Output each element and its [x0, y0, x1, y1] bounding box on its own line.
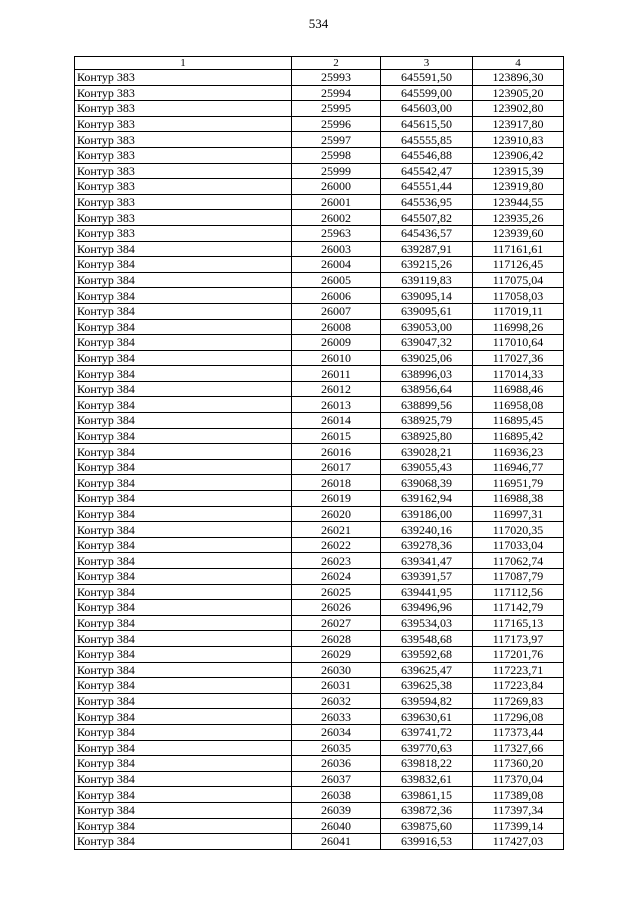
x-coordinate-cell: 639818,22: [381, 756, 473, 772]
x-coordinate-cell: 639053,00: [381, 319, 473, 335]
table-row: [75, 272, 564, 288]
table-row: [75, 163, 564, 179]
x-coordinate-cell: 638899,56: [381, 397, 473, 413]
point-number-cell: 26021: [292, 522, 381, 538]
contour-name-cell: Контур 384: [75, 662, 292, 678]
x-coordinate-cell: 639068,39: [381, 475, 473, 491]
page-number: 534: [308, 16, 329, 31]
y-coordinate-cell: 117389,08: [473, 787, 564, 803]
contour-name-cell: Контур 384: [75, 600, 292, 616]
column-header: 2: [292, 57, 381, 70]
contour-name-cell: Контур 384: [75, 241, 292, 257]
y-coordinate-cell: 117020,35: [473, 522, 564, 538]
y-coordinate-cell: 117112,56: [473, 584, 564, 600]
point-number-cell: 26038: [292, 787, 381, 803]
contour-name-cell: Контур 384: [75, 615, 292, 631]
point-number-cell: 26018: [292, 475, 381, 491]
contour-name-cell: Контур 384: [75, 537, 292, 553]
x-coordinate-cell: 639534,03: [381, 615, 473, 631]
x-coordinate-cell: 645603,00: [381, 101, 473, 117]
y-coordinate-cell: 117360,20: [473, 756, 564, 772]
y-coordinate-cell: 116997,31: [473, 506, 564, 522]
point-number-cell: 26009: [292, 335, 381, 351]
x-coordinate-cell: 639055,43: [381, 459, 473, 475]
x-coordinate-cell: 639872,36: [381, 802, 473, 818]
table-row: [75, 834, 564, 850]
table-row: [75, 366, 564, 382]
table-row: [75, 70, 564, 86]
contour-name-cell: Контур 384: [75, 802, 292, 818]
table-row: [75, 210, 564, 226]
y-coordinate-cell: 117062,74: [473, 553, 564, 569]
y-coordinate-cell: 123919,80: [473, 179, 564, 195]
table-row: [75, 491, 564, 507]
contour-name-cell: Контур 384: [75, 818, 292, 834]
y-coordinate-cell: 116936,23: [473, 444, 564, 460]
point-number-cell: 25994: [292, 85, 381, 101]
table-row: [75, 132, 564, 148]
contour-name-cell: Контур 384: [75, 631, 292, 647]
table-row: [75, 724, 564, 740]
x-coordinate-cell: 639916,53: [381, 834, 473, 850]
point-number-cell: 26026: [292, 600, 381, 616]
contour-name-cell: Контур 384: [75, 350, 292, 366]
contour-name-cell: Контур 384: [75, 366, 292, 382]
table-row: [75, 459, 564, 475]
x-coordinate-cell: 645615,50: [381, 116, 473, 132]
y-coordinate-cell: 123939,60: [473, 225, 564, 241]
point-number-cell: 26020: [292, 506, 381, 522]
x-coordinate-cell: 645599,00: [381, 85, 473, 101]
table-row: [75, 646, 564, 662]
point-number-cell: 26003: [292, 241, 381, 257]
table-row: [75, 569, 564, 585]
point-number-cell: 26037: [292, 771, 381, 787]
table-row: [75, 225, 564, 241]
x-coordinate-cell: 639592,68: [381, 646, 473, 662]
contour-name-cell: Контур 383: [75, 194, 292, 210]
y-coordinate-cell: 116998,26: [473, 319, 564, 335]
table-row: [75, 303, 564, 319]
contour-name-cell: Контур 384: [75, 444, 292, 460]
point-number-cell: 26017: [292, 459, 381, 475]
point-number-cell: 26005: [292, 272, 381, 288]
contour-name-cell: Контур 383: [75, 70, 292, 86]
point-number-cell: 26027: [292, 615, 381, 631]
y-coordinate-cell: 117027,36: [473, 350, 564, 366]
contour-name-cell: Контур 384: [75, 491, 292, 507]
x-coordinate-cell: 639028,21: [381, 444, 473, 460]
y-coordinate-cell: 117161,61: [473, 241, 564, 257]
contour-name-cell: Контур 384: [75, 428, 292, 444]
y-coordinate-cell: 117165,13: [473, 615, 564, 631]
table-row: [75, 600, 564, 616]
contour-name-cell: Контур 384: [75, 413, 292, 429]
x-coordinate-cell: 645507,82: [381, 210, 473, 226]
y-coordinate-cell: 117399,14: [473, 818, 564, 834]
table-row: [75, 397, 564, 413]
y-coordinate-cell: 117397,34: [473, 802, 564, 818]
table-row: [75, 288, 564, 304]
x-coordinate-cell: 645546,88: [381, 147, 473, 163]
point-number-cell: 26029: [292, 646, 381, 662]
table-row: [75, 194, 564, 210]
y-coordinate-cell: 117019,11: [473, 303, 564, 319]
x-coordinate-cell: 639095,14: [381, 288, 473, 304]
contour-name-cell: Контур 384: [75, 335, 292, 351]
contour-name-cell: Контур 383: [75, 179, 292, 195]
x-coordinate-cell: 639630,61: [381, 709, 473, 725]
y-coordinate-cell: 117033,04: [473, 537, 564, 553]
y-coordinate-cell: 117087,79: [473, 569, 564, 585]
table-row: [75, 584, 564, 600]
y-coordinate-cell: 117370,04: [473, 771, 564, 787]
point-number-cell: 25963: [292, 225, 381, 241]
x-coordinate-cell: 639741,72: [381, 724, 473, 740]
y-coordinate-cell: 123906,42: [473, 147, 564, 163]
table-row: [75, 553, 564, 569]
point-number-cell: 26034: [292, 724, 381, 740]
x-coordinate-cell: 639861,15: [381, 787, 473, 803]
y-coordinate-cell: 123896,30: [473, 70, 564, 86]
x-coordinate-cell: 645536,95: [381, 194, 473, 210]
point-number-cell: 26016: [292, 444, 381, 460]
table-row: [75, 381, 564, 397]
x-coordinate-cell: 645551,44: [381, 179, 473, 195]
y-coordinate-cell: 116988,46: [473, 381, 564, 397]
y-coordinate-cell: 117373,44: [473, 724, 564, 740]
x-coordinate-cell: 639240,16: [381, 522, 473, 538]
table-row: [75, 101, 564, 117]
x-coordinate-cell: 638956,64: [381, 381, 473, 397]
point-number-cell: 26039: [292, 802, 381, 818]
contour-name-cell: Контур 383: [75, 163, 292, 179]
y-coordinate-cell: 117142,79: [473, 600, 564, 616]
table-row: [75, 179, 564, 195]
y-coordinate-cell: 117010,64: [473, 335, 564, 351]
y-coordinate-cell: 117126,45: [473, 257, 564, 273]
table-body: [75, 70, 564, 850]
table-row: [75, 413, 564, 429]
y-coordinate-cell: 116895,42: [473, 428, 564, 444]
table-row: [75, 506, 564, 522]
table-row: [75, 475, 564, 491]
contour-name-cell: Контур 384: [75, 319, 292, 335]
table-row: [75, 147, 564, 163]
table-row: [75, 350, 564, 366]
table-row: [75, 522, 564, 538]
x-coordinate-cell: 639278,36: [381, 537, 473, 553]
contour-name-cell: Контур 384: [75, 646, 292, 662]
y-coordinate-cell: 117014,33: [473, 366, 564, 382]
contour-name-cell: Контур 384: [75, 475, 292, 491]
point-number-cell: 26032: [292, 693, 381, 709]
point-number-cell: 26023: [292, 553, 381, 569]
contour-name-cell: Контур 384: [75, 303, 292, 319]
contour-name-cell: Контур 384: [75, 709, 292, 725]
contour-name-cell: Контур 384: [75, 584, 292, 600]
y-coordinate-cell: 123917,80: [473, 116, 564, 132]
table-row: [75, 802, 564, 818]
point-number-cell: 26007: [292, 303, 381, 319]
contour-name-cell: Контур 384: [75, 397, 292, 413]
column-header: 3: [381, 57, 473, 70]
point-number-cell: 26008: [292, 319, 381, 335]
table-row: [75, 818, 564, 834]
x-coordinate-cell: 645555,85: [381, 132, 473, 148]
table-row: [75, 693, 564, 709]
x-coordinate-cell: 645591,50: [381, 70, 473, 86]
point-number-cell: 26033: [292, 709, 381, 725]
point-number-cell: 26001: [292, 194, 381, 210]
table-row: [75, 257, 564, 273]
x-coordinate-cell: 639496,96: [381, 600, 473, 616]
point-number-cell: 26025: [292, 584, 381, 600]
y-coordinate-cell: 123905,20: [473, 85, 564, 101]
y-coordinate-cell: 123935,26: [473, 210, 564, 226]
y-coordinate-cell: 117269,83: [473, 693, 564, 709]
y-coordinate-cell: 117427,03: [473, 834, 564, 850]
contour-name-cell: Контур 384: [75, 693, 292, 709]
x-coordinate-cell: 639119,83: [381, 272, 473, 288]
point-number-cell: 26002: [292, 210, 381, 226]
y-coordinate-cell: 123915,39: [473, 163, 564, 179]
point-number-cell: 25993: [292, 70, 381, 86]
table-row: [75, 444, 564, 460]
table-row: [75, 740, 564, 756]
y-coordinate-cell: 117327,66: [473, 740, 564, 756]
contour-name-cell: Контур 383: [75, 147, 292, 163]
x-coordinate-cell: 639594,82: [381, 693, 473, 709]
point-number-cell: 26014: [292, 413, 381, 429]
point-number-cell: 26035: [292, 740, 381, 756]
x-coordinate-cell: 645436,57: [381, 225, 473, 241]
contour-name-cell: Контур 384: [75, 678, 292, 694]
point-number-cell: 25999: [292, 163, 381, 179]
x-coordinate-cell: 639047,32: [381, 335, 473, 351]
x-coordinate-cell: 639215,26: [381, 257, 473, 273]
coordinates-table: [74, 56, 564, 850]
x-coordinate-cell: 639875,60: [381, 818, 473, 834]
point-number-cell: 26036: [292, 756, 381, 772]
contour-name-cell: Контур 384: [75, 740, 292, 756]
contour-name-cell: Контур 383: [75, 210, 292, 226]
y-coordinate-cell: 116946,77: [473, 459, 564, 475]
y-coordinate-cell: 116895,45: [473, 413, 564, 429]
contour-name-cell: Контур 384: [75, 506, 292, 522]
y-coordinate-cell: 123944,55: [473, 194, 564, 210]
y-coordinate-cell: 117201,76: [473, 646, 564, 662]
contour-name-cell: Контур 384: [75, 569, 292, 585]
x-coordinate-cell: 639441,95: [381, 584, 473, 600]
point-number-cell: 26015: [292, 428, 381, 444]
point-number-cell: 26000: [292, 179, 381, 195]
contour-name-cell: Контур 384: [75, 553, 292, 569]
y-coordinate-cell: 117223,71: [473, 662, 564, 678]
contour-name-cell: Контур 384: [75, 288, 292, 304]
table-row: [75, 756, 564, 772]
contour-name-cell: Контур 384: [75, 272, 292, 288]
y-coordinate-cell: 117296,08: [473, 709, 564, 725]
y-coordinate-cell: 117223,84: [473, 678, 564, 694]
x-coordinate-cell: 638925,80: [381, 428, 473, 444]
point-number-cell: 26030: [292, 662, 381, 678]
table-row: [75, 241, 564, 257]
contour-name-cell: Контур 384: [75, 257, 292, 273]
x-coordinate-cell: 639625,38: [381, 678, 473, 694]
contour-name-cell: Контур 384: [75, 724, 292, 740]
contour-name-cell: Контур 384: [75, 771, 292, 787]
table-row: [75, 319, 564, 335]
y-coordinate-cell: 123910,83: [473, 132, 564, 148]
x-coordinate-cell: 639625,47: [381, 662, 473, 678]
contour-name-cell: Контур 384: [75, 756, 292, 772]
contour-name-cell: Контур 384: [75, 381, 292, 397]
point-number-cell: 26013: [292, 397, 381, 413]
point-number-cell: 26022: [292, 537, 381, 553]
table-header-row: [75, 57, 564, 70]
column-header: 4: [473, 57, 564, 70]
point-number-cell: 26031: [292, 678, 381, 694]
x-coordinate-cell: 639095,61: [381, 303, 473, 319]
point-number-cell: 26010: [292, 350, 381, 366]
contour-name-cell: Контур 384: [75, 459, 292, 475]
point-number-cell: 26040: [292, 818, 381, 834]
x-coordinate-cell: 639025,06: [381, 350, 473, 366]
table-row: [75, 787, 564, 803]
contour-name-cell: Контур 383: [75, 132, 292, 148]
table-row: [75, 631, 564, 647]
y-coordinate-cell: 123902,80: [473, 101, 564, 117]
contour-name-cell: Контур 383: [75, 85, 292, 101]
y-coordinate-cell: 117058,03: [473, 288, 564, 304]
table-row: [75, 428, 564, 444]
point-number-cell: 25996: [292, 116, 381, 132]
point-number-cell: 25997: [292, 132, 381, 148]
column-header: 1: [75, 57, 292, 70]
point-number-cell: 26004: [292, 257, 381, 273]
x-coordinate-cell: 639391,57: [381, 569, 473, 585]
contour-name-cell: Контур 383: [75, 101, 292, 117]
x-coordinate-cell: 638925,79: [381, 413, 473, 429]
table-row: [75, 678, 564, 694]
point-number-cell: 26012: [292, 381, 381, 397]
contour-name-cell: Контур 383: [75, 116, 292, 132]
x-coordinate-cell: 639186,00: [381, 506, 473, 522]
table-row: [75, 709, 564, 725]
y-coordinate-cell: 117075,04: [473, 272, 564, 288]
point-number-cell: 25995: [292, 101, 381, 117]
y-coordinate-cell: 116951,79: [473, 475, 564, 491]
table-row: [75, 116, 564, 132]
table-row: [75, 662, 564, 678]
x-coordinate-cell: 639548,68: [381, 631, 473, 647]
y-coordinate-cell: 117173,97: [473, 631, 564, 647]
table-row: [75, 85, 564, 101]
y-coordinate-cell: 116988,38: [473, 491, 564, 507]
table-row: [75, 335, 564, 351]
x-coordinate-cell: 639341,47: [381, 553, 473, 569]
point-number-cell: 26024: [292, 569, 381, 585]
contour-name-cell: Контур 383: [75, 225, 292, 241]
table-row: [75, 771, 564, 787]
point-number-cell: 26019: [292, 491, 381, 507]
point-number-cell: 26011: [292, 366, 381, 382]
x-coordinate-cell: 639832,61: [381, 771, 473, 787]
x-coordinate-cell: 639287,91: [381, 241, 473, 257]
x-coordinate-cell: 645542,47: [381, 163, 473, 179]
x-coordinate-cell: 639162,94: [381, 491, 473, 507]
table-row: [75, 615, 564, 631]
x-coordinate-cell: 638996,03: [381, 366, 473, 382]
contour-name-cell: Контур 384: [75, 787, 292, 803]
point-number-cell: 26041: [292, 834, 381, 850]
contour-name-cell: Контур 384: [75, 834, 292, 850]
y-coordinate-cell: 116958,08: [473, 397, 564, 413]
x-coordinate-cell: 639770,63: [381, 740, 473, 756]
point-number-cell: 26028: [292, 631, 381, 647]
point-number-cell: 26006: [292, 288, 381, 304]
point-number-cell: 25998: [292, 147, 381, 163]
table-row: [75, 537, 564, 553]
contour-name-cell: Контур 384: [75, 522, 292, 538]
